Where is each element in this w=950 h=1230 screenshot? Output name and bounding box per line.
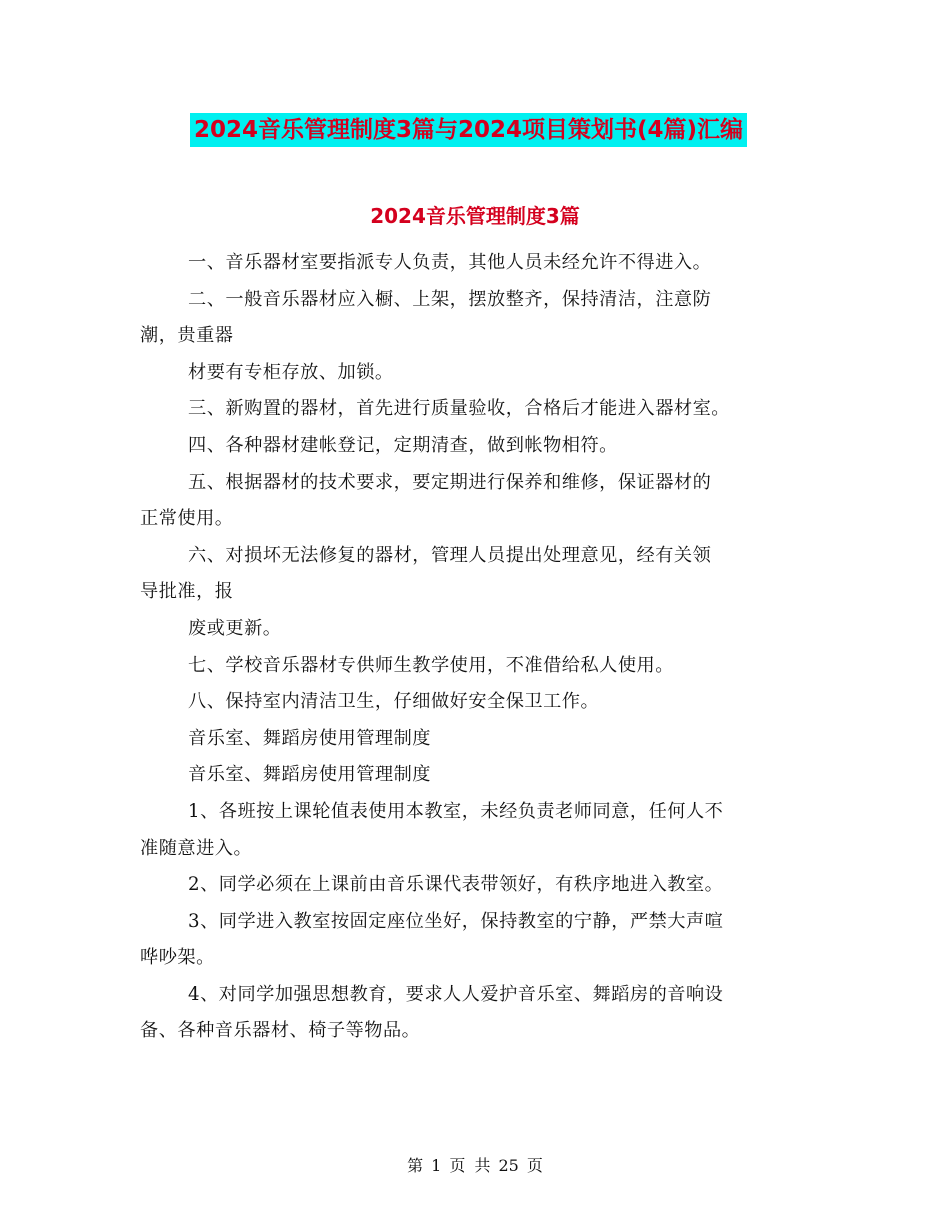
paragraph-line: 六、对损坏无法修复的器材，管理人员提出处理意见，经有关领 (188, 544, 712, 566)
paragraph-line: 材要有专柜存放、加锁。 (188, 361, 394, 383)
paragraph-line: 4、对同学加强思想教育，要求人人爱护音乐室、舞蹈房的音响设 (188, 983, 724, 1005)
paragraph-line: 三、新购置的器材，首先进行质量验收，合格后才能进入器材室。 (188, 398, 730, 420)
paragraph-line: 导批准，报 (140, 581, 234, 603)
paragraph-line: 五、根据器材的技术要求，要定期进行保养和维修，保证器材的 (188, 471, 712, 493)
paragraph-line: 哗吵架。 (140, 947, 215, 969)
paragraph-line: 准随意进入。 (140, 837, 253, 859)
footer-middle: 页 共 (449, 1156, 491, 1175)
document-title: 2024音乐管理制度3篇与2024项目策划书(4篇)汇编 (190, 113, 747, 147)
paragraph-line: 二、一般音乐器材应入橱、上架，摆放整齐，保持清洁，注意防 (188, 288, 712, 310)
paragraph-line: 八、保持室内清洁卫生，仔细做好安全保卫工作。 (188, 691, 600, 713)
footer-suffix: 页 (526, 1156, 543, 1175)
footer-page-number: 1 (431, 1156, 442, 1175)
section-title: 2024音乐管理制度3篇 (370, 204, 580, 228)
paragraph-line: 3、同学进入教室按固定座位坐好，保持教室的宁静，严禁大声喧 (188, 910, 724, 932)
paragraph-line: 潮，贵重器 (140, 325, 234, 347)
paragraph-line: 七、学校音乐器材专供师生教学使用，不准借给私人使用。 (188, 654, 674, 676)
paragraph-line: 2、同学必须在上课前由音乐课代表带领好，有秩序地进入教室。 (188, 874, 724, 896)
page-footer (0, 1154, 950, 1178)
paragraph-line: 正常使用。 (140, 508, 234, 530)
footer-prefix: 第 (407, 1156, 424, 1175)
paragraph-line: 音乐室、舞蹈房使用管理制度 (188, 764, 431, 786)
paragraph-line: 四、各种器材建帐登记，定期清查，做到帐物相符。 (188, 434, 618, 456)
paragraph-line: 1、各班按上课轮值表使用本教室，未经负责老师同意，任何人不 (188, 800, 724, 822)
paragraph-line: 备、各种音乐器材、椅子等物品。 (140, 1020, 421, 1042)
document-body (140, 245, 812, 1050)
paragraph-line: 一、音乐器材室要指派专人负责，其他人员未经允许不得进入。 (188, 252, 712, 273)
paragraph-line: 音乐室、舞蹈房使用管理制度 (188, 727, 431, 749)
footer-total-pages: 25 (498, 1156, 519, 1175)
paragraph-line: 废或更新。 (188, 617, 282, 639)
